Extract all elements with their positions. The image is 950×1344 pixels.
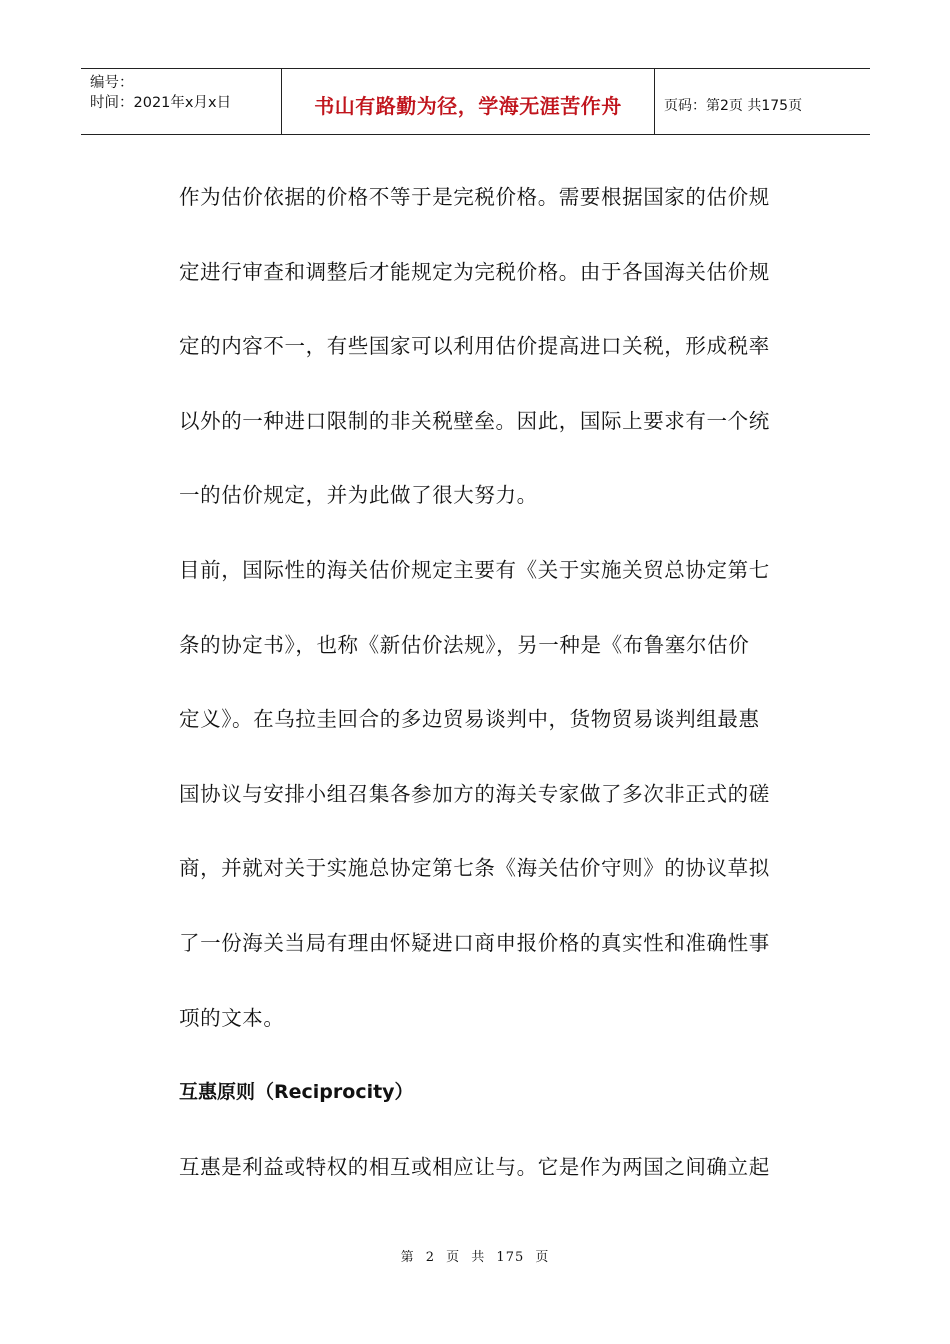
text-line: 了一份海关当局有理由怀疑进口商申报价格的真实性和准确性事 [179,930,770,955]
text-line: 项的文本。 [179,1005,285,1030]
text-line: 以外的一种进口限制的非关税壁垒。因此，国际上要求有一个统 [179,408,770,433]
text-line: 定的内容不一，有些国家可以利用估价提高进口关税，形成税率 [179,334,770,359]
text-line: 定义》。在乌拉圭回合的多边贸易谈判中，货物贸易谈判组最惠 [179,707,760,732]
text-line: 一的估价规定，并为此做了很大努力。 [179,483,538,508]
text-line: 商，并就对关于实施总协定第七条《海关估价守则》的协议草拟 [179,856,770,881]
header-page-info: 页码：第2页 共175页 [664,97,803,114]
text-line: 条的协定书》，也称《新估价法规》，另一种是《布鲁塞尔估价 [179,632,750,657]
document-body [179,160,809,1204]
document-number-label: 编号： [90,75,134,91]
text-line: 作为估价依据的价格不等于是完税价格。需要根据国家的估价规 [179,185,770,209]
header-meta-cell [81,69,282,134]
text-line: 定进行审查和调整后才能规定为完税价格。由于各国海关估价规 [179,259,770,284]
text-line: 目前，国际性的海关估价规定主要有《关于实施关贸总协定第七 [179,557,770,582]
text-line: 国协议与安排小组召集各参加方的海关专家做了多次非正式的磋 [179,781,770,806]
section-heading: 互惠原则（Reciprocity） [179,1081,414,1104]
paragraph-3 [179,1130,809,1205]
paragraph-2 [179,533,809,1055]
header-motto: 书山有路勤为径，学海无涯苦作舟 [282,69,655,134]
page-header [81,68,870,135]
page-footer: 第 2 页 共 175 页 [400,1250,550,1265]
document-time-label: 时间：2021年x月x日 [90,95,232,111]
text-line: 互惠是利益或特权的相互或相应让与。它是作为两国之间确立起 [179,1154,770,1179]
paragraph-1 [179,160,809,533]
